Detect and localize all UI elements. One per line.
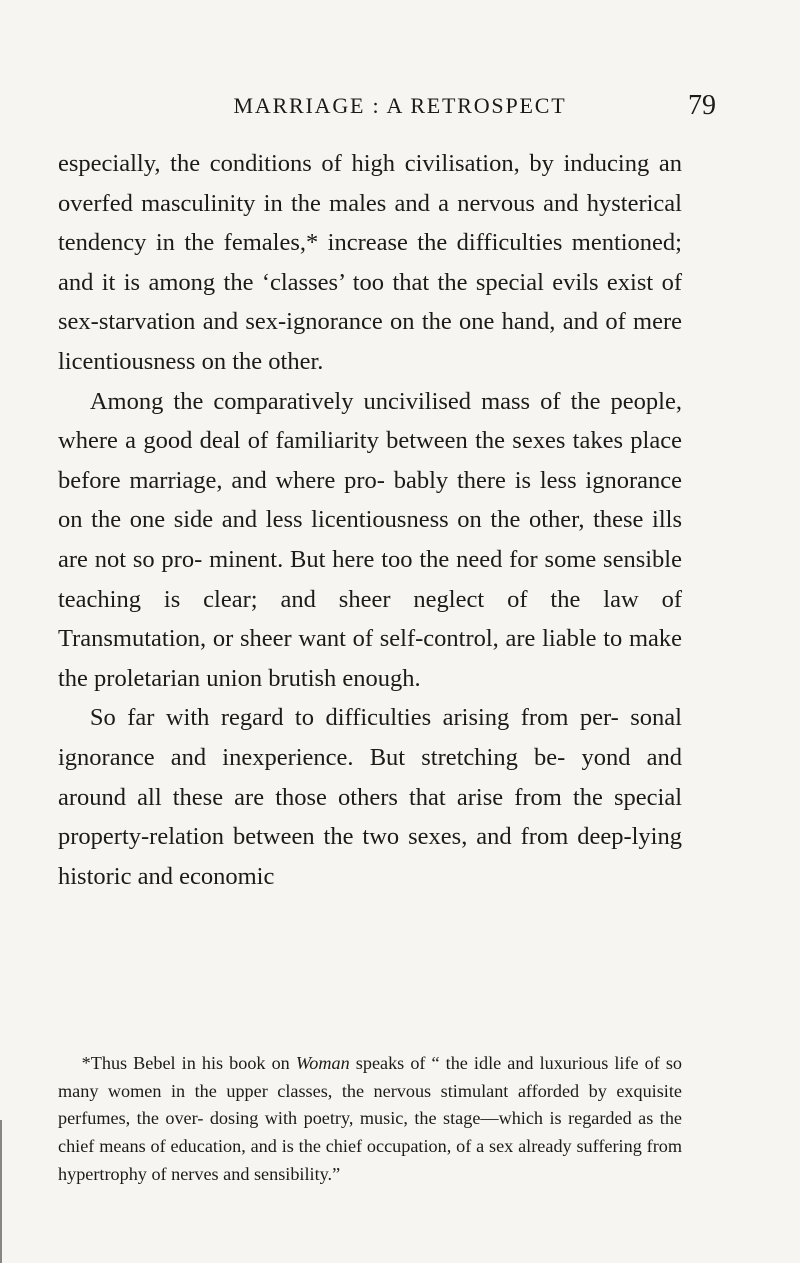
footnote-lead: *Thus Bebel in his book on — [81, 1053, 296, 1073]
paragraph-3: So far with regard to difficulties arising from per- sonal ignorance and inexperience. But stretching be- yond and around all these are those others that arise from the special property-relation between the two sexes, and from deep-lying historic and economic — [58, 704, 682, 890]
footnote — [58, 1050, 682, 1189]
body-text — [58, 144, 682, 896]
footnote-quote: speaks of “ the idle and luxurious life of so many women in the upper classes, the nervous stimulant afforded by exquisite perfumes, the over- dosing with poetry, music, the stage—which is regarded as the chief means of education, and is the chief occupation, of a sex already suffering from hypertrophy of nerves and sensibility.” — [58, 1053, 682, 1184]
footnote-text — [58, 1050, 682, 1189]
page-header — [0, 86, 800, 126]
paragraph-2: Among the comparatively uncivilised mass of the people, where a good deal of familiarity between the sexes takes place before marriage, and where pro- bably there is less ignorance on the one side and less licentiousness on the other, these ills are not so pro- minent. But here too the need for some sensible teaching is clear; and sheer neglect of the law of Transmutation, or sheer want of self-control, are liable to make the proletarian union brutish enough. — [58, 387, 682, 692]
paragraph-1: especially, the conditions of high civilisation, by inducing an overfed masculinity in the males and a nervous and hysterical tendency in the females,* increase the difficulties mentioned; and it is among the ‘classes’ too that the special evils exist of sex-starvation and sex-ignorance on the one hand, and of mere licentiousness on the other. — [58, 150, 682, 375]
page-number: 79 — [688, 90, 716, 121]
scan-edge-line — [0, 1120, 2, 1263]
footnote-book-title: Woman — [295, 1053, 350, 1073]
running-head: MARRIAGE : A RETROSPECT — [233, 93, 567, 118]
